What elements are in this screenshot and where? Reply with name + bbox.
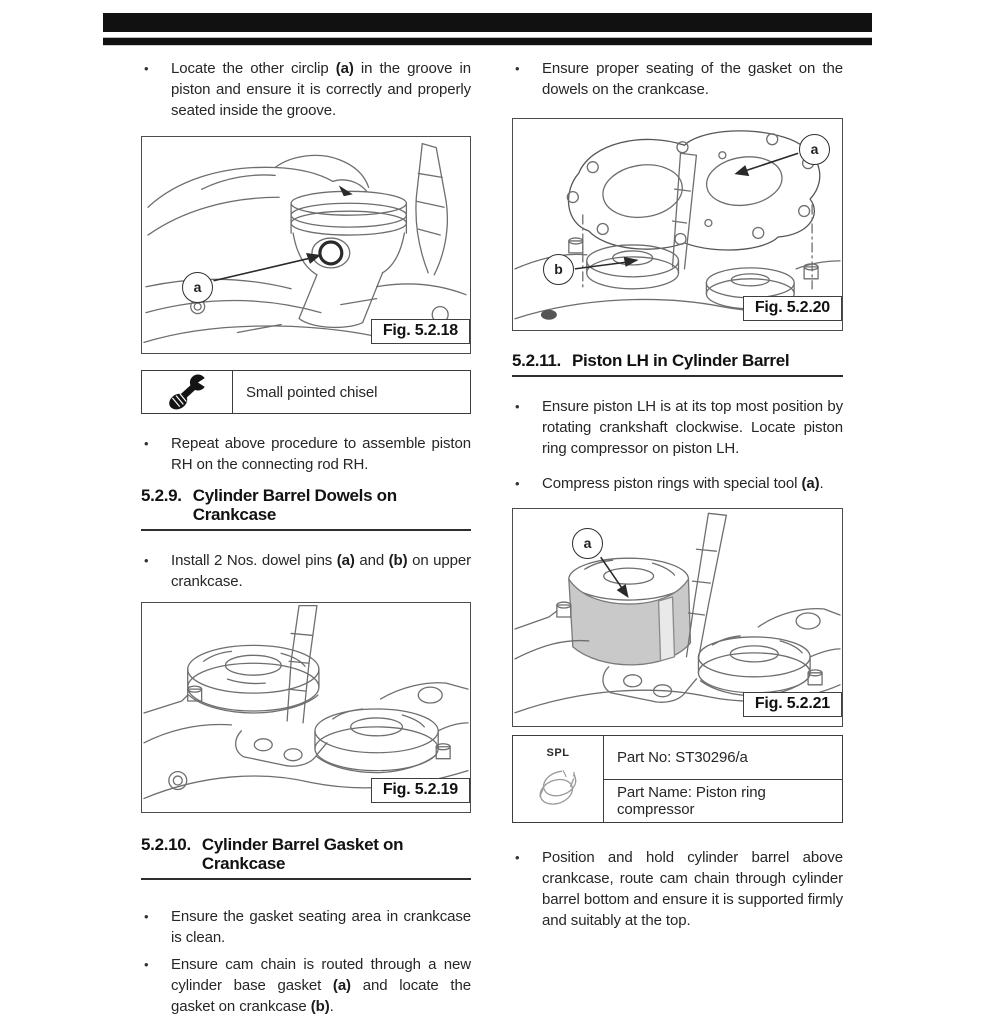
callout-a: a bbox=[572, 528, 603, 559]
bullet-text: Locate the other circlip (a) in the groove in piston and ensure it is correctly and properly seated inside the groove. bbox=[171, 60, 471, 119]
heading-5-2-10 bbox=[141, 835, 471, 880]
hand-wrench-icon bbox=[142, 371, 233, 413]
callout-a: a bbox=[799, 134, 830, 165]
heading-5-2-11 bbox=[512, 351, 843, 377]
bullet-marker: • bbox=[144, 553, 149, 568]
figure-caption: Fig. 5.2.21 bbox=[743, 692, 842, 717]
figure-caption: Fig. 5.2.18 bbox=[371, 319, 470, 344]
callout-a: a bbox=[182, 272, 213, 303]
tool-name: Small pointed chisel bbox=[246, 383, 378, 401]
section-number: 5.2.10. bbox=[141, 835, 191, 854]
section-number: 5.2.11. bbox=[512, 351, 561, 370]
bullet-text: Ensure piston LH is at its top most position by rotating crankshaft clockwise. Locate piston ring compressor on piston LH. bbox=[542, 398, 843, 457]
spl-tool-table bbox=[512, 735, 843, 823]
header-bar-thick bbox=[103, 13, 872, 32]
bullet-repeat-procedure bbox=[141, 433, 471, 475]
header-bar-thin bbox=[103, 37, 872, 46]
bullet-marker: • bbox=[144, 61, 149, 76]
figure-caption: Fig. 5.2.19 bbox=[371, 778, 470, 803]
heading-5-2-9 bbox=[141, 486, 471, 531]
piston-ring-compressor-icon bbox=[513, 736, 604, 822]
bullet-marker: • bbox=[144, 436, 149, 451]
part-name: Part Name: Piston ring compressor bbox=[604, 779, 842, 823]
section-title: Cylinder Barrel Gasket on Crankcase bbox=[201, 835, 404, 873]
bullet-text: Position and hold cylinder barrel above crankcase, route cam chain through cylinder barrel bottom and ensure it is supported firmly and suitably at the top. bbox=[542, 849, 843, 929]
part-number: Part No: ST30296/a bbox=[617, 748, 748, 766]
figure-5-2-19 bbox=[141, 602, 471, 813]
bullet-text: Repeat above procedure to assemble piston RH on the connecting rod RH. bbox=[171, 435, 471, 473]
bullet-text: Install 2 Nos. dowel pins (a) and (b) on upper crankcase. bbox=[171, 552, 471, 590]
bullet-text: Ensure cam chain is routed through a new cylinder base gasket (a) and locate the gasket on crankcase (b). bbox=[171, 956, 471, 1015]
right-column bbox=[512, 58, 843, 931]
bullet-position-barrel bbox=[512, 847, 843, 931]
left-column bbox=[141, 58, 471, 1017]
bullet-compress-rings bbox=[512, 473, 843, 494]
bullet-marker: • bbox=[515, 850, 520, 865]
bullet-marker: • bbox=[515, 61, 520, 76]
bullet-piston-top-position bbox=[512, 396, 843, 459]
figure-5-2-21 bbox=[512, 508, 843, 727]
bullet-marker: • bbox=[515, 476, 520, 491]
section-number: 5.2.9. bbox=[141, 486, 182, 505]
figure-5-2-20 bbox=[512, 118, 843, 331]
figure-caption: Fig. 5.2.20 bbox=[743, 296, 842, 321]
spl-label: SPL bbox=[546, 746, 570, 759]
tool-table bbox=[141, 370, 471, 414]
section-title: Piston LH in Cylinder Barrel bbox=[571, 351, 790, 370]
bullet-locate-circlip bbox=[141, 58, 471, 121]
bullet-cam-chain bbox=[141, 954, 471, 1017]
bullet-marker: • bbox=[144, 909, 149, 924]
bullet-install-dowels bbox=[141, 550, 471, 592]
bullet-marker: • bbox=[144, 957, 149, 972]
bullet-gasket-clean bbox=[141, 906, 471, 948]
bullet-text: Ensure the gasket seating area in crankcase is clean. bbox=[171, 908, 471, 946]
callout-b: b bbox=[543, 254, 574, 285]
section-title: Cylinder Barrel Dowels on Crankcase bbox=[192, 486, 397, 524]
figure-5-2-18 bbox=[141, 136, 471, 354]
bullet-text: Ensure proper seating of the gasket on the dowels on the crankcase. bbox=[542, 60, 843, 98]
bullet-marker: • bbox=[515, 399, 520, 414]
bullet-gasket-seating bbox=[512, 58, 843, 100]
bullet-text: Compress piston rings with special tool (a). bbox=[542, 475, 824, 492]
